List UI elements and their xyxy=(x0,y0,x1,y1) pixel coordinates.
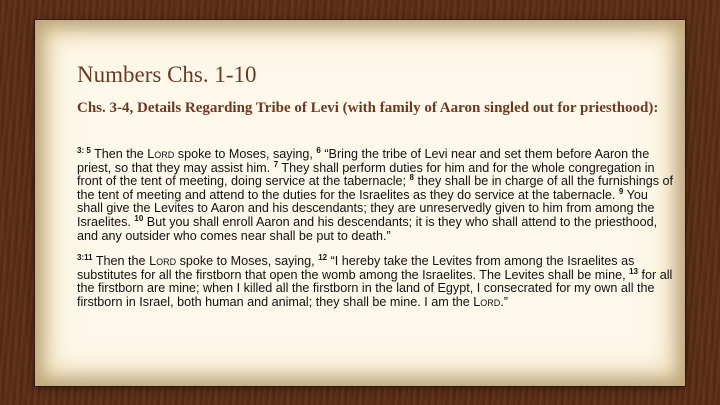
verse-text: They shall perform duties for him and for the whole congregation in front of the tent of meeting, doing service at the tabernacle; xyxy=(77,160,655,189)
verse-number: 9 xyxy=(618,186,624,196)
passage-numbers-3-5 xyxy=(77,145,677,243)
lord-small-caps: Lord xyxy=(149,254,177,269)
verse-text: for all the firstborn are mine; when I killed all the firstborn in the land of Egypt, I consecrated for my own all the firstborn in Israel, both human and animal; they shall be mine. I am the xyxy=(77,267,673,309)
passage-numbers-3-11 xyxy=(77,252,677,309)
verse-text: spoke to Moses, saying, xyxy=(176,254,319,269)
verse-text: Then the xyxy=(90,147,148,161)
verse-number: 8 xyxy=(409,173,414,182)
verse-number: 3:11 xyxy=(77,252,93,262)
lord-small-caps: Lord xyxy=(147,147,175,161)
verse-number: 12 xyxy=(318,252,328,262)
verse-text: “I hereby take the Levites from among the Israelites as substitutes for all the firstborn that open the womb among the Israelites. The Levites shall be mine, xyxy=(77,254,635,282)
slide-subtitle: Chs. 3-4, Details Regarding Tribe of Levi (with family of Aaron singled out for priesthood): xyxy=(77,100,659,116)
verse-text: .” xyxy=(500,294,508,309)
verse-number: 6 xyxy=(316,145,321,155)
verse-number: 3: 5 xyxy=(77,145,91,155)
lord-small-caps: Lord xyxy=(473,294,501,309)
verse-number: 13 xyxy=(629,266,638,276)
scripture-body xyxy=(77,145,677,322)
verse-text: You shall give the Levites to Aaron and his descendants; they are unreservedly given to him from among the Israelites. xyxy=(77,187,655,229)
verse-text: “Bring the tribe of Levi near and set them before Aaron the priest, so that they may assist him. xyxy=(77,147,650,175)
slide-title: Numbers Chs. 1-10 xyxy=(77,62,257,87)
verse-text: But you shall enroll Aaron and his descendants; it is they who shall attend to the priesthood, and any outsider who comes near shall be put to death.” xyxy=(77,214,658,243)
verse-text: spoke to Moses, saying, xyxy=(174,147,317,161)
verse-number: 7 xyxy=(273,159,279,169)
slide xyxy=(35,20,685,386)
verse-text: they shall be in charge of all the furnishings of the tent of meeting and attend to the duties for the Israelites as they do service at the tabernacle. xyxy=(77,174,674,202)
verse-text: Then the xyxy=(92,254,150,269)
verse-number: 10 xyxy=(134,213,144,223)
